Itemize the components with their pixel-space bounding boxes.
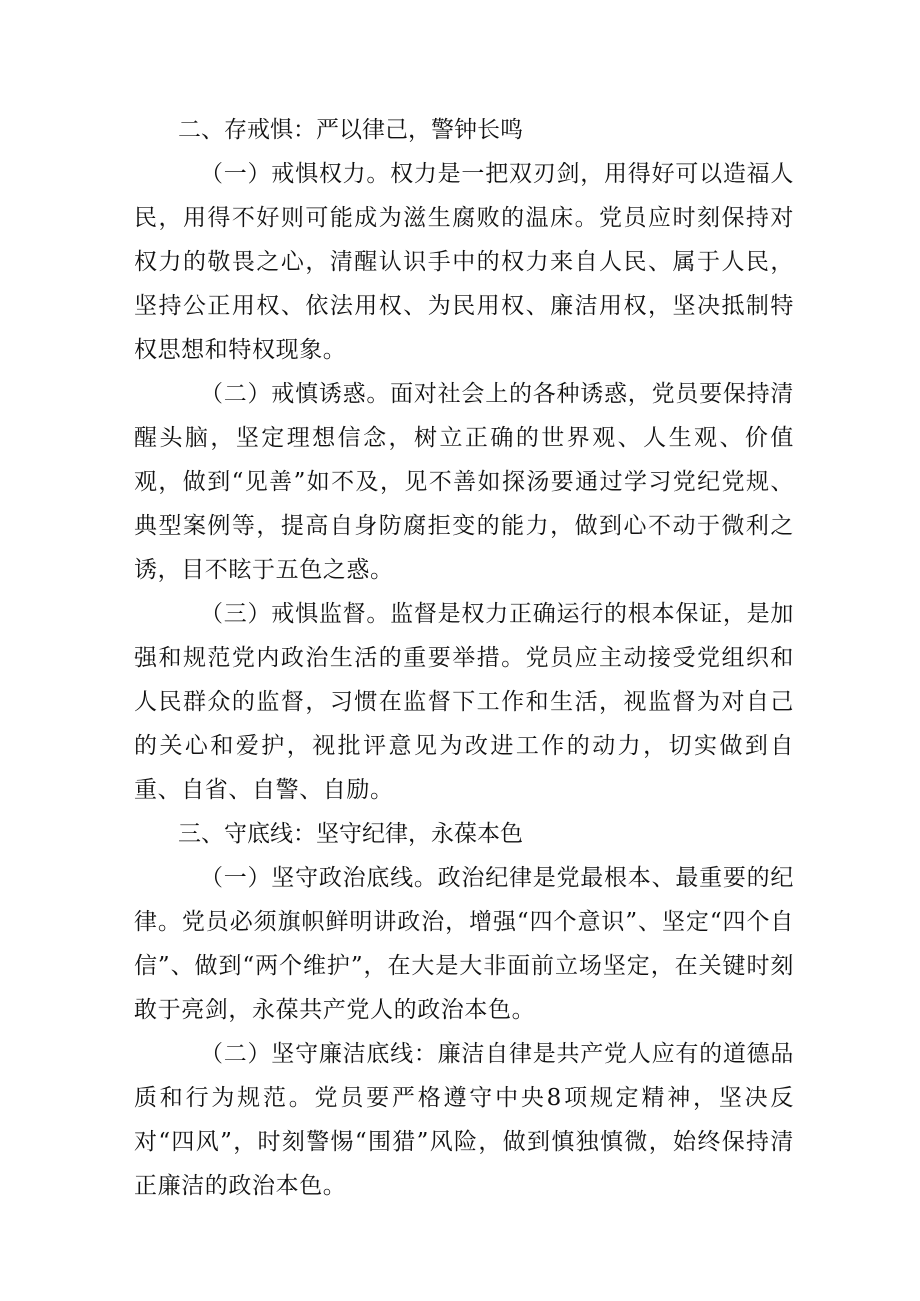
paragraph: （二）戒慎诱惑。面对社会上的各种诱惑，党员要保持清醒头脑，坚定理想信念，树立正确的世界观、人生观、价值观，做到“见善”如不及，见不善如探汤要通过学习党纪党规、典型案例等，提高自身防腐拒变的能力，做到心不动于微利之诱，目不眩于五色之惑。 xyxy=(134,381,794,583)
paragraph: （三）戒惧监督。监督是权力正确运行的根本保证，是加强和规范党内政治生活的重要举措。党员应主动接受党组织和人民群众的监督，习惯在监督下工作和生活，视监督为对自己的关心和爱护，视批评意见为改进工作的动力，切实做到自重、自省、自警、自励。 xyxy=(134,601,794,803)
section-heading: 三、守底线：坚守纪律，永葆本色 xyxy=(178,821,523,847)
section-2 xyxy=(134,108,794,812)
paragraph: （二）坚守廉洁底线：廉洁自律是共产党人应有的道德品质和行为规范。党员要严格遵守中央8项规定精神，坚决反对“四风”，时刻警惕“围猎”风险，做到慎独慎微，始终保持清正廉洁的政治本色。 xyxy=(134,1041,794,1199)
paragraph: （一）戒惧权力。权力是一把双刃剑，用得好可以造福人民，用得不好则可能成为滋生腐败的温床。党员应时刻保持对权力的敬畏之心，清醒认识手中的权力来自人民、属于人民，坚持公正用权、依法用权、为民用权、廉洁用权，坚决抵制特权思想和特权现象。 xyxy=(134,161,794,363)
paragraph: （一）坚守政治底线。政治纪律是党最根本、最重要的纪律。党员必须旗帜鲜明讲政治，增强“四个意识”、坚定“四个自信”、做到“两个维护”，在大是大非面前立场坚定，在关键时刻敢于亮剑，永葆共产党人的政治本色。 xyxy=(134,865,794,1023)
section-3 xyxy=(134,812,794,1208)
document-body xyxy=(134,108,794,1208)
section-heading: 二、存戒惧：严以律己，警钟长鸣 xyxy=(178,117,523,143)
